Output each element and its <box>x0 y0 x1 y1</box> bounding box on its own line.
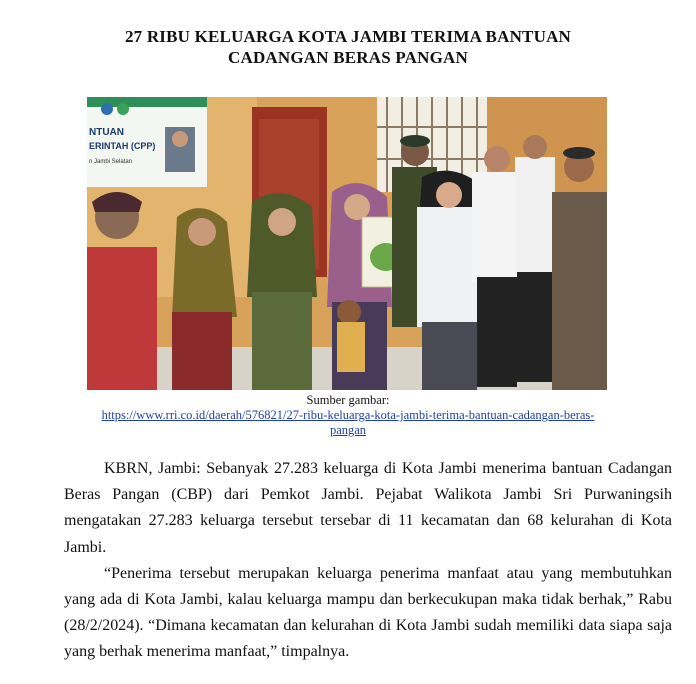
caption-label: Sumber gambar: <box>306 393 390 407</box>
paragraph-1: KBRN, Jambi: Sebanyak 27.283 keluarga di Kota Jambi menerima bantuan Cadangan Beras Pangan (CBP) dari Pemkot Jambi. Pejabat Walikota Jambi Sri Purwaningsih mengatakan 27.283 keluarga tersebut tersebar di 11 kecamatan dan 68 kelurahan di Kota Jambi. <box>64 460 672 556</box>
source-link-line-2[interactable]: pangan <box>329 423 367 437</box>
article-photo <box>87 97 607 390</box>
title-line-1: 27 RIBU KELUARGA KOTA JAMBI TERIMA BANTUAN <box>124 27 572 46</box>
banner-text-2: ERINTAH (CPP) <box>89 141 156 151</box>
source-link-line-1[interactable]: https://www.rri.co.id/daerah/576821/27-ribu-keluarga-kota-jambi-terima-bantuan-cadangan-beras- <box>101 408 595 422</box>
banner-text-1: NTUAN <box>89 127 124 138</box>
paragraph-2: “Penerima tersebut merupakan keluarga penerima manfaat atau yang membutuhkan yang ada di Kota Jambi, kalau keluarga mampu dan berkecukupan maka tidak berhak,” Rabu (28/2/2024). “Dimana kecamatan dan kelurahan di Kota Jambi sudah memiliki data siapa saja yang berhak menerima manfaat,” timpalnya. <box>64 564 672 661</box>
source-link[interactable] <box>40 408 656 438</box>
title-line-2: CADANGAN BERAS PANGAN <box>227 48 468 67</box>
banner-text-3: n Jambi Selatan <box>89 159 133 165</box>
image-caption <box>40 393 656 438</box>
article-body <box>64 456 672 666</box>
article-title <box>60 26 636 68</box>
